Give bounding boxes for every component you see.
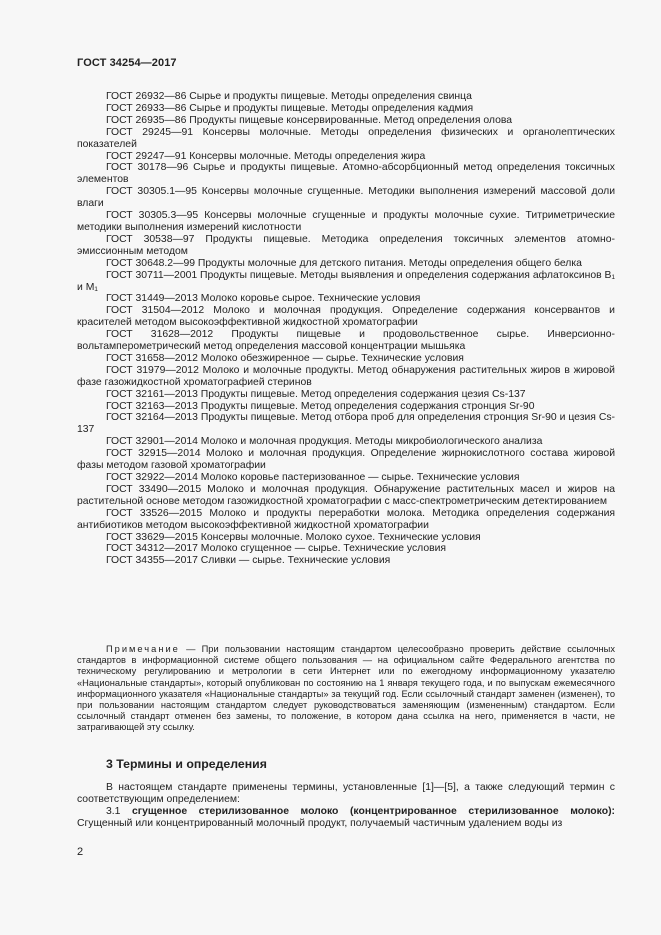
reference-item: ГОСТ 31658—2012 Молоко обезжиренное — сырье. Технические условия <box>106 352 464 364</box>
reference-item: ГОСТ 31504—2012 Молоко и молочная продукция. Определение содержания консервантов и красителей методом высокоэффективной жидкостной хроматографии <box>77 305 615 329</box>
reference-item: ГОСТ 33526—2015 Молоко и продукты переработки молока. Методика определения содержания антибиотиков методом высокоэффективной жидкостной хроматографии <box>77 507 615 531</box>
reference-item: ГОСТ 31628—2012 Продукты пищевые и продовольственное сырье. Инверсионно-вольтамперометрический метод определения массовой концентрации мышьяка <box>77 329 615 353</box>
term-text: Сгущенный или концентрированный молочный продукт, получаемый частичным удалением воды из <box>77 817 563 829</box>
terms-section <box>77 782 615 830</box>
reference-item: ГОСТ 30538—97 Продукты пищевые. Методика определения токсичных элементов атомно-эмиссионным методом <box>77 233 615 257</box>
document-header: ГОСТ 34254—2017 <box>77 57 177 69</box>
note-text: — При пользовании настоящим стандартом целесообразно проверить действие ссылочных стандартов в информационной системе общего пользования — на официальном сайте Федерального агентства по техническому регулированию и метрологии в сети Интернет или по ежегодному информационному указателю «Национальные стандарты», который опубликован по состоянию на 1 января текущего года, и по выпускам ежемесячного информационного указателя «Национальные стандарты» за текущий год. Если ссылочный стандарт заменен (изменен), то при пользовании настоящим стандартом следует руководствоваться заменяющим (измененным) стандартом. Если ссылочный стандарт отменен без замены, то положение, в котором дана ссылка на него, применяется в части, не затрагивающей эту ссылку. <box>77 644 615 733</box>
reference-item: ГОСТ 30711—2001 Продукты пищевые. Методы выявления и определения содержания афлатоксинов B₁ и M₁ <box>77 269 615 293</box>
terms-intro: В настоящем стандарте применены термины, установленные [1]—[5], а также следующий термин с соответствующим определением: <box>77 782 615 805</box>
reference-item: ГОСТ 30648.2—99 Продукты молочные для детского питания. Методы определения общего белка <box>106 257 582 269</box>
reference-item: ГОСТ 26933—86 Сырье и продукты пищевые. Методы определения кадмия <box>106 102 474 114</box>
term-name: сгущенное стерилизованное молоко (концентрированное стерилизованное молоко): <box>132 805 615 817</box>
reference-item: ГОСТ 32922—2014 Молоко коровье пастеризованное — сырье. Технические условия <box>106 472 520 483</box>
reference-item: ГОСТ 32163—2013 Продукты пищевые. Метод определения содержания стронция Sr-90 <box>106 400 535 412</box>
reference-item: ГОСТ 31449—2013 Молоко коровье сырое. Технические условия <box>106 293 421 305</box>
note-label: Примечание <box>106 644 180 654</box>
reference-item: ГОСТ 30305.1—95 Консервы молочные сгущенные. Методики выполнения измерений массовой доли влаги <box>77 186 615 210</box>
reference-item: ГОСТ 33490—2015 Молоко и молочная продукция. Обнаружение растительных масел и жиров на растительной основе методом газожидкостной хроматографии с масс-спектрометрическим детектированием <box>77 483 615 507</box>
term-number: 3.1 <box>106 805 132 817</box>
reference-item: ГОСТ 32901—2014 Молоко и молочная продукция. Методы микробиологического анализа <box>106 436 543 448</box>
page-number: 2 <box>77 846 84 858</box>
reference-item: ГОСТ 30178—96 Сырье и продукты пищевые. Атомно-абсорбционный метод определения токсичных элементов <box>77 162 615 186</box>
normative-references-list <box>77 91 615 567</box>
reference-item: ГОСТ 32164—2013 Продукты пищевые. Метод отбора проб для определения стронция Sr-90 и цезия Cs-137 <box>77 412 615 436</box>
note-paragraph <box>77 644 615 734</box>
section-title: 3 Термины и определения <box>106 757 267 771</box>
reference-item: ГОСТ 34312—2017 Молоко сгущенное — сырье. Технические условия <box>106 543 447 555</box>
reference-item: ГОСТ 29245—91 Консервы молочные. Методы определения физических и органолептических показателей <box>77 126 615 150</box>
reference-item: ГОСТ 26932—86 Сырье и продукты пищевые. Методы определения свинца <box>106 91 472 102</box>
reference-item: ГОСТ 32915—2014 Молоко и молочная продукция. Определение жирнокислотного состава жировой фазы методом газовой хроматографии <box>77 448 615 472</box>
reference-item: ГОСТ 33629—2015 Консервы молочные. Молоко сухое. Технические условия <box>106 531 481 543</box>
reference-item: ГОСТ 32161—2013 Продукты пищевые. Метод определения содержания цезия Cs-137 <box>106 388 526 400</box>
reference-item: ГОСТ 31979—2012 Молоко и молочные продукты. Метод обнаружения растительных жиров в жировой фазе газожидкостной хроматографией стеринов <box>77 364 615 388</box>
reference-item: ГОСТ 30305.3—95 Консервы молочные сгущенные и продукты молочные сухие. Титриметрические методики выполнения измерений кислотности <box>77 210 615 233</box>
term-definition <box>77 806 615 830</box>
reference-item: ГОСТ 26935—86 Продукты пищевые консервированные. Метод определения олова <box>106 114 513 126</box>
reference-item: ГОСТ 29247—91 Консервы молочные. Методы определения жира <box>106 150 426 162</box>
reference-item: ГОСТ 34355—2017 Сливки — сырье. Технические условия <box>106 555 391 567</box>
